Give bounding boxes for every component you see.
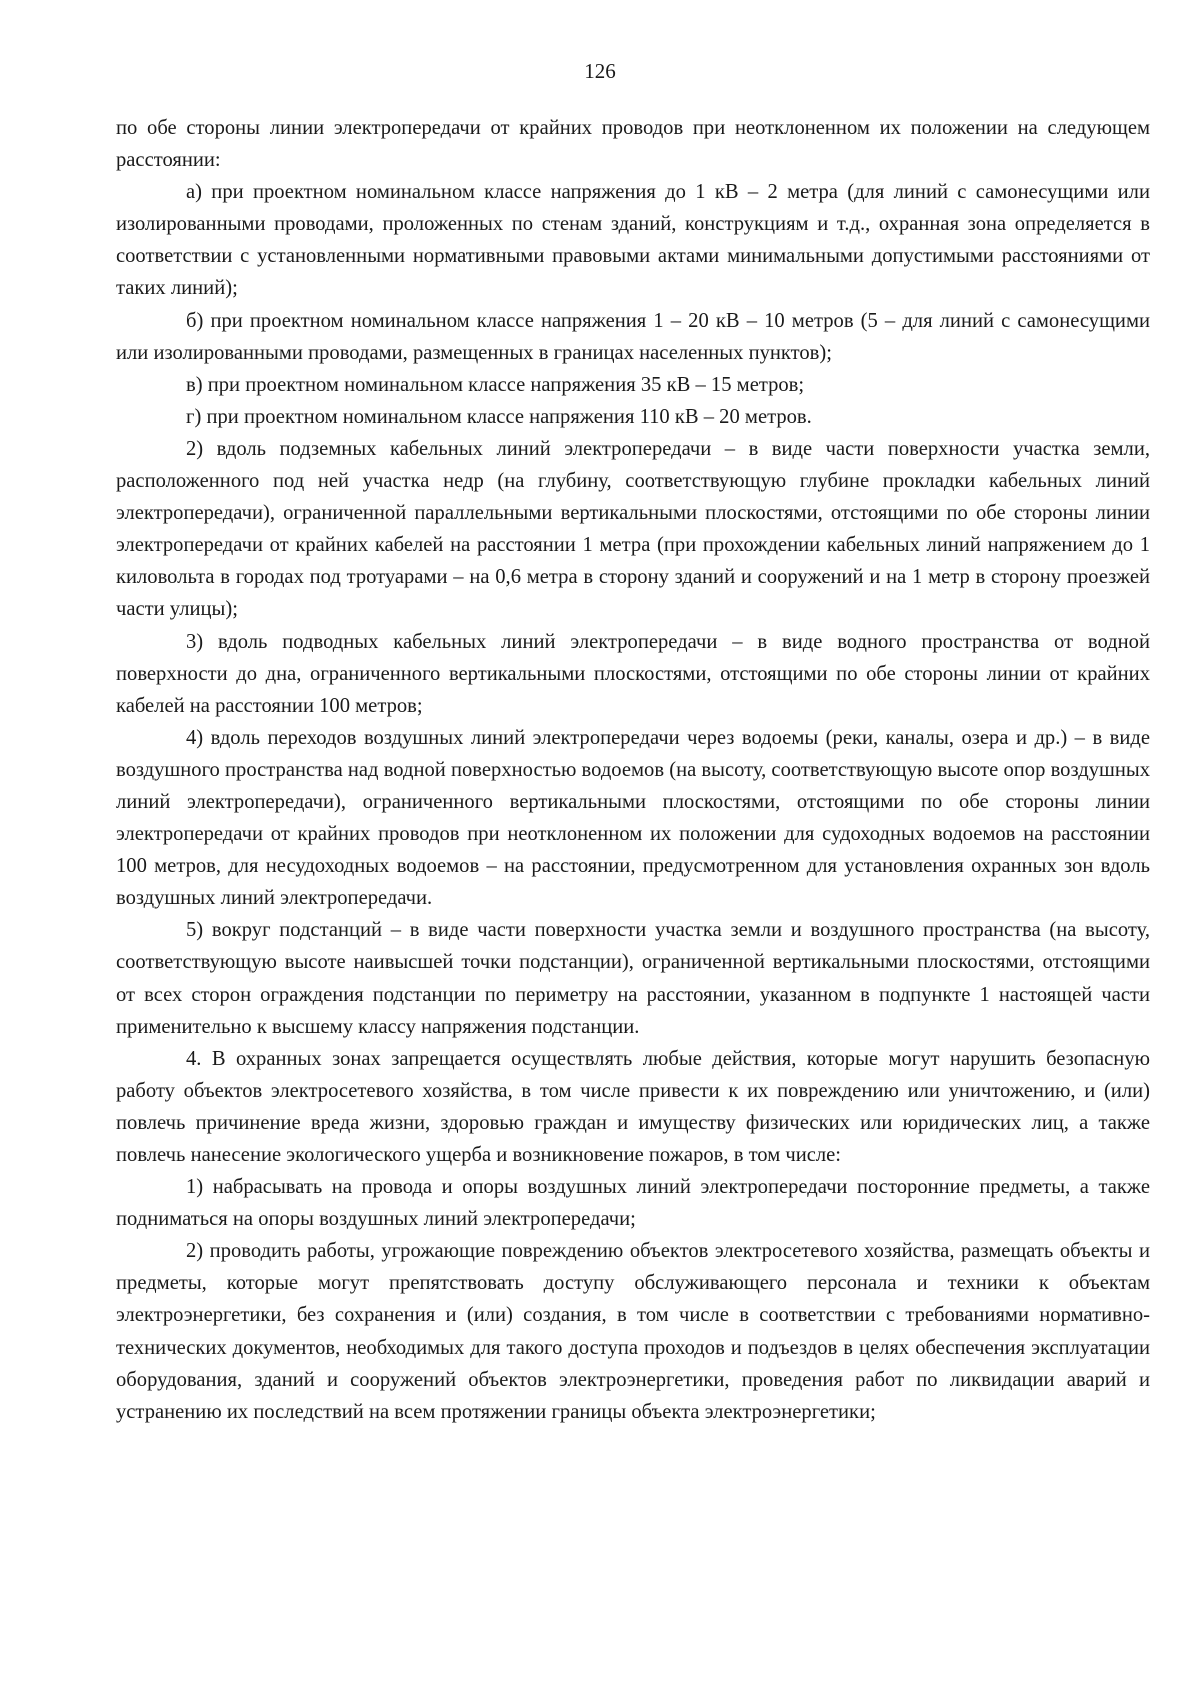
paragraph-substations: 5) вокруг подстанций – в виде части поверхности участка земли и воздушного пространства (на высоту, соответствующую высоте наивысшей точки подстанции), ограниченной вертикальными плоскостями, отстоящими от всех сторон ограждения подстанции по периметру на расстоянии, указанном в подпункте 1 настоящей части применительно к высшему классу напряжения подстанции. [116, 919, 1150, 1038]
paragraph-item-g: г) при проектном номинальном классе напряжения 110 кВ – 20 метров. [186, 405, 812, 428]
paragraph-item-b: б) при проектном номинальном классе напряжения 1 – 20 кВ – 10 метров (5 – для линий с самонесущими или изолированными проводами, размещенных в границах населенных пунктов); [116, 309, 1150, 364]
paragraph-underwater-cables: 3) вдоль подводных кабельных линий электропередачи – в виде водного пространства от водной поверхности до дна, ограниченного вертикальными плоскостями, отстоящими по обе стороны линии от крайних кабелей на расстоянии 100 метров; [116, 630, 1150, 717]
document-body [116, 112, 1150, 1428]
paragraph-underground-cables: 2) вдоль подземных кабельных линий электропередачи – в виде части поверхности участка земли, расположенного под ней участка недр (на глубину, соответствующую глубине прокладки кабельных линий электропередачи), ограниченной параллельными вертикальными плоскостями, отстоящими по обе стороны линии электропередачи от крайних кабелей на расстоянии 1 метра (при прохождении кабельных линий напряжением до 1 киловольта в городах под тротуарами – на 0,6 метра в сторону зданий и сооружений и на 1 метр в сторону проезжей части улицы); [116, 437, 1150, 621]
paragraph-intro: по обе стороны линии электропередачи от крайних проводов при неотклоненном их положении на следующем расстоянии: [116, 117, 1150, 172]
paragraph-prohibitions: 4. В охранных зонах запрещается осуществлять любые действия, которые могут нарушить безопасную работу объектов электросетевого хозяйства, в том числе привести к их повреждению или уничтожению, и (или) повлечь причинение вреда жизни, здоровью граждан и имуществу физических или юридических лиц, а также повлечь нанесение экологического ущерба и возникновение пожаров, в том числе: [116, 1047, 1150, 1166]
page-number: 126 [584, 59, 616, 83]
paragraph-water-crossings: 4) вдоль переходов воздушных линий электропередачи через водоемы (реки, каналы, озера и др.) – в виде воздушного пространства над водной поверхностью водоемов (на высоту, соответствующую высоте опор воздушных линий электропередачи), ограниченного вертикальными плоскостями, отстоящими по обе стороны линии электропередачи от крайних проводов при неотклоненном их положении для судоходных водоемов на расстоянии 100 метров, для несудоходных водоемов – на расстоянии, предусмотренном для установления охранных зон вдоль воздушных линий электропередачи. [116, 726, 1150, 910]
paragraph-item-a: а) при проектном номинальном классе напряжения до 1 кВ – 2 метра (для линий с самонесущими или изолированными проводами, проложенных по стенам зданий, конструкциям и т.д., охранная зона определяется в соответствии с установленными нормативными правовыми актами минимальными допустимыми расстояниями от таких линий); [116, 181, 1150, 300]
paragraph-item-v: в) при проектном номинальном классе напряжения 35 кВ – 15 метров; [186, 373, 805, 396]
paragraph-prohibition-1: 1) набрасывать на провода и опоры воздушных линий электропередачи посторонние предметы, а также подниматься на опоры воздушных линий электропередачи; [116, 1176, 1150, 1231]
paragraph-prohibition-2: 2) проводить работы, угрожающие повреждению объектов электросетевого хозяйства, размещать объекты и предметы, которые могут препятствовать доступу обслуживающего персонала и техники к объектам электроэнергетики, без сохранения и (или) создания, в том числе в соответствии с требованиями нормативно-технических документов, необходимых для такого доступа проходов и подъездов в целях обеспечения эксплуатации оборудования, зданий и сооружений объектов электроэнергетики, проведения работ по ликвидации аварий и устранению их последствий на всем протяжении границы объекта электроэнергетики; [116, 1240, 1150, 1423]
